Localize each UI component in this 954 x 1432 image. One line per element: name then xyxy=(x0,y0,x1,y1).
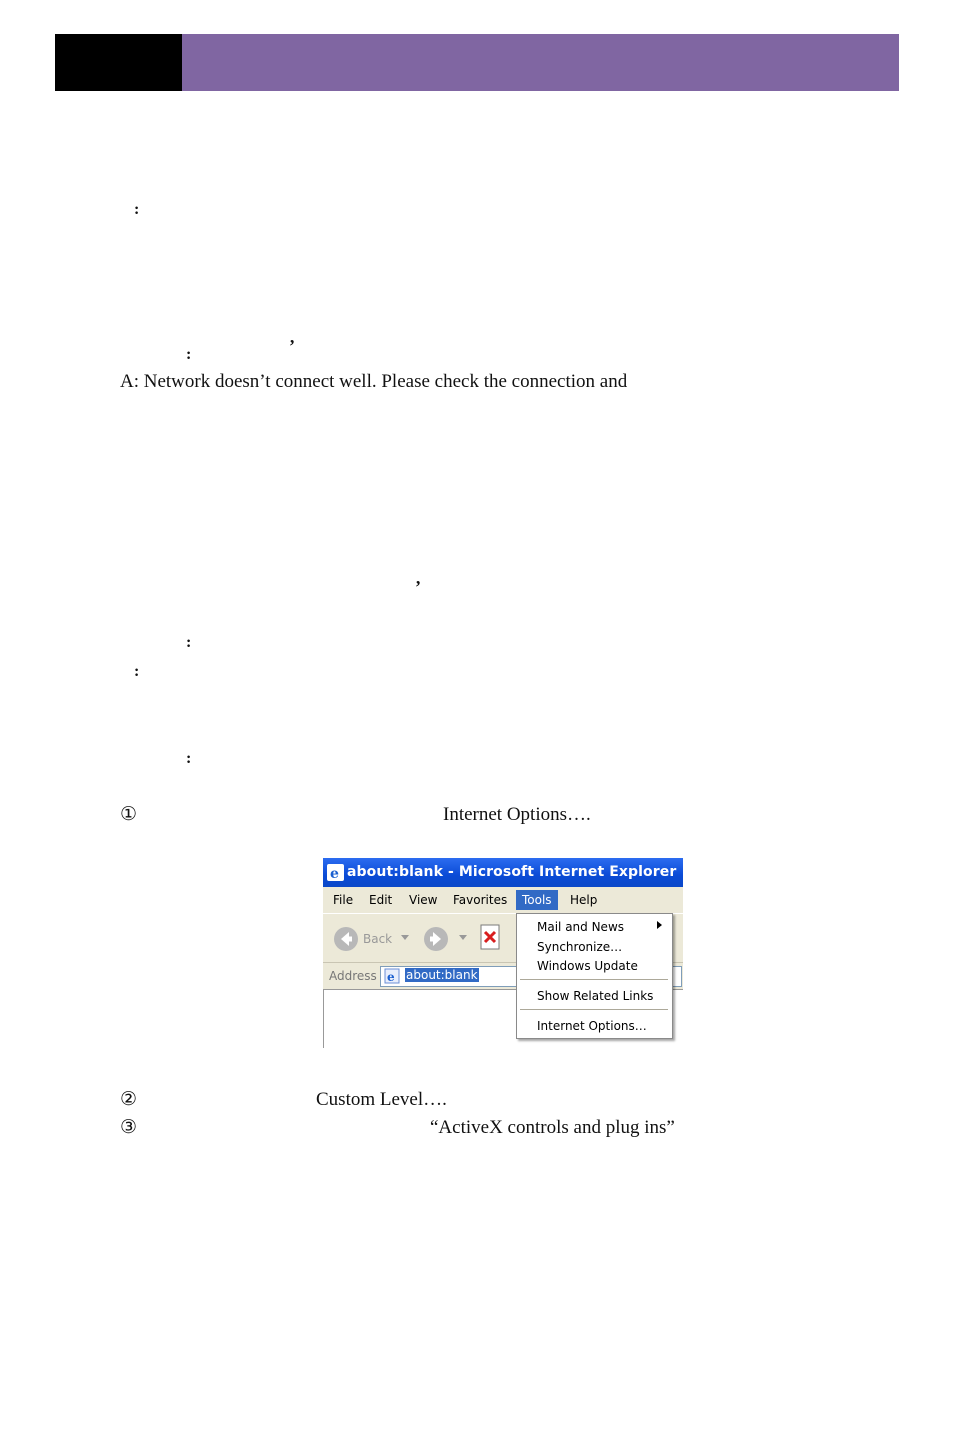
comma-mark: ’ xyxy=(415,577,421,597)
menu-item-mail-news[interactable]: Mail and News xyxy=(537,920,625,934)
colon-mark: : xyxy=(186,346,192,363)
menu-tools[interactable]: Tools xyxy=(516,890,558,910)
step-2-marker: ② xyxy=(120,1089,138,1110)
step-1-text: Internet Options…. xyxy=(443,804,591,825)
chevron-down-icon[interactable] xyxy=(401,935,409,941)
ie-logo-icon xyxy=(327,864,344,881)
colon-mark: : xyxy=(186,634,192,651)
submenu-arrow-icon xyxy=(657,921,662,929)
answer-network-text: A: Network doesn’t connect well. Please check the connection and xyxy=(120,371,628,392)
menu-file[interactable]: File xyxy=(333,893,354,907)
menu-separator xyxy=(520,1009,668,1010)
page-icon xyxy=(384,968,400,984)
step-2-text: Custom Level…. xyxy=(316,1089,447,1110)
menu-item-internet-options[interactable]: Internet Options… xyxy=(537,1019,647,1033)
chevron-down-icon[interactable] xyxy=(459,935,467,941)
menu-item-windows-update[interactable]: Windows Update xyxy=(537,959,638,973)
menu-view[interactable]: View xyxy=(409,893,438,907)
comma-mark: ’ xyxy=(289,336,295,356)
step-1-marker: ① xyxy=(120,804,138,825)
back-button-label[interactable]: Back xyxy=(363,932,393,946)
menu-edit[interactable]: Edit xyxy=(369,893,393,907)
menu-separator xyxy=(520,979,668,980)
colon-mark: : xyxy=(134,663,140,680)
tools-dropdown-menu xyxy=(516,913,673,1039)
menu-item-synchronize[interactable]: Synchronize… xyxy=(537,940,623,954)
header-purple-bar xyxy=(182,34,899,91)
colon-mark: : xyxy=(134,201,140,218)
step-3-text: “ActiveX controls and plug ins” xyxy=(430,1117,675,1138)
ie-screenshot xyxy=(323,858,683,1048)
address-value: about:blank xyxy=(406,968,478,982)
step-3-marker: ③ xyxy=(120,1117,138,1138)
forward-arrow-icon[interactable] xyxy=(423,926,449,952)
svg-text:e: e xyxy=(387,970,395,984)
stop-icon[interactable] xyxy=(480,924,502,950)
svg-text:e: e xyxy=(330,866,339,881)
ie-title-bar xyxy=(323,858,683,887)
header-black-block xyxy=(55,34,182,91)
ie-window-title: about:blank - Microsoft Internet Explorer xyxy=(347,864,677,880)
colon-mark: : xyxy=(186,750,192,767)
address-label: Address xyxy=(329,969,377,983)
back-arrow-icon[interactable] xyxy=(333,926,359,952)
menu-item-show-related-links[interactable]: Show Related Links xyxy=(537,989,654,1003)
ie-menu-bar xyxy=(323,887,683,913)
menu-help[interactable]: Help xyxy=(570,893,598,907)
menu-favorites[interactable]: Favorites xyxy=(453,893,508,907)
